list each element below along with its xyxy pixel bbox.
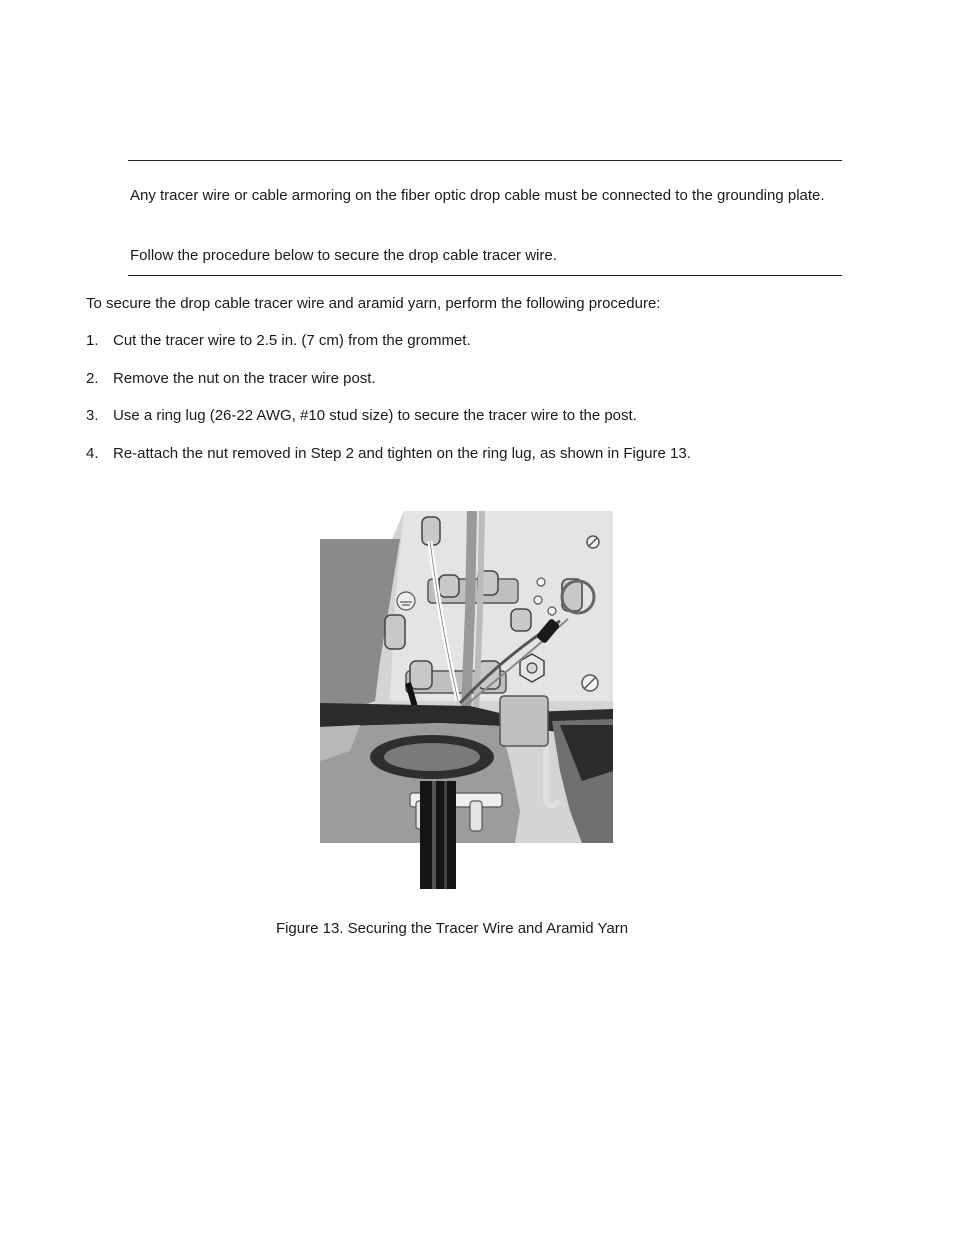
step-number: 4. xyxy=(86,445,99,462)
step-3 xyxy=(86,406,637,426)
step-number: 2. xyxy=(86,370,99,387)
step-2 xyxy=(86,369,376,389)
step-text: Re-attach the nut removed in Step 2 and tighten on the ring lug, as shown in Figure 13. xyxy=(113,445,691,462)
step-text: Cut the tracer wire to 2.5 in. (7 cm) from the grommet. xyxy=(113,332,471,349)
procedure-intro: To secure the drop cable tracer wire and aramid yarn, perform the following procedure: xyxy=(86,295,661,312)
note-paragraph-1: Any tracer wire or cable armoring on the fiber optic drop cable must be connected to the grounding plate. xyxy=(130,187,825,204)
note-paragraph-2: Follow the procedure below to secure the drop cable tracer wire. xyxy=(130,247,557,264)
step-text: Remove the nut on the tracer wire post. xyxy=(113,370,376,387)
figure-caption-text: Figure 13. Securing the Tracer Wire and Aramid Yarn xyxy=(275,920,629,937)
figure-caption xyxy=(0,919,954,939)
note-box xyxy=(128,160,842,276)
step-text: Use a ring lug (26-22 AWG, #10 stud size) to secure the tracer wire to the post. xyxy=(113,407,637,424)
tracer-wire-illustration xyxy=(320,511,613,889)
step-number: 1. xyxy=(86,332,99,349)
step-4 xyxy=(86,444,691,464)
step-1 xyxy=(86,331,471,351)
step-number: 3. xyxy=(86,407,99,424)
